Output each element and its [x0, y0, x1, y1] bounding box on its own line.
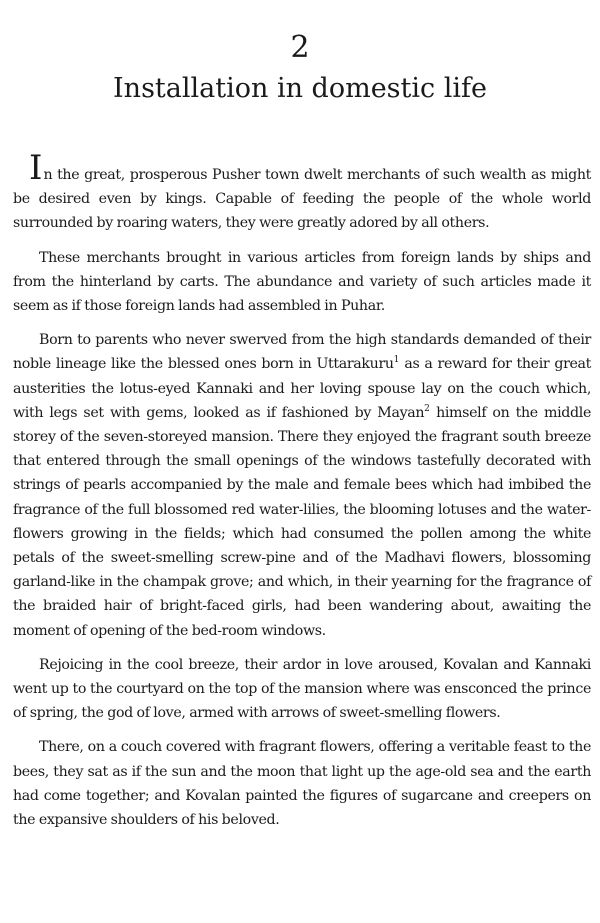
- paragraph-3-text-c: himself on the middle storey of the seven-storeyed mansion. There they enjoyed the fragrant south breeze that entered through the small openings of the windows tastefully decorated with strings of pearls accompanied by the male and female bees which had imbibed the fragrance of the full blossomed red water-lilies, the blooming lotuses and the water-flowers growing in the fields; which had consumed the pollen among the white petals of the sweet-smelling screw-pine and of the Madhavi flowers, blossoming garland-like in the champak grove; and which, in their yearning for the fragrance of the braided hair of bright-faced girls, had been wandering about, awaiting the moment of opening of the bed-room windows.: [13, 404, 591, 639]
- footnote-ref-2: 2: [424, 403, 430, 414]
- footnote-ref-1: 1: [393, 355, 400, 366]
- chapter-number: 2: [290, 30, 310, 65]
- paragraph-3: [13, 328, 591, 643]
- paragraph-5: There, on a couch covered with fragrant flowers, offering a veritable feast to the bees, they sat as if the sun and the moon that light up the age-old sea and the earth had come together; and Kovalan painted the figures of sugarcane and creepers on the expansive shoulders of his beloved.: [13, 739, 591, 829]
- paragraph-4: Rejoicing in the cool breeze, their ardor in love aroused, Kovalan and Kannaki went up to the courtyard on the top of the mansion where was ensconced the prince of spring, the god of love, armed with arrows of sweet-smelling flowers.: [13, 656, 591, 722]
- paragraph-1: [13, 148, 591, 236]
- chapter-body: [13, 148, 592, 842]
- paragraph-2: These merchants brought in various articles from foreign lands by ships and from the hinterland by carts. The abundance and variety of such articles made it seem as if those foreign lands had assembled in Puhar.: [13, 249, 591, 315]
- paragraph-3-text-a: Born to parents who never swerved from the high standards demanded of their noble lineage like the blessed ones born in Uttarakuru: [13, 332, 591, 373]
- drop-cap: I: [29, 148, 43, 188]
- chapter-title: Installation in domestic life: [113, 73, 487, 104]
- paragraph-3-text-b: as a reward for their great austerities the lotus-eyed Kannaki and her loving spouse lay on the couch which, with legs set with gems, looked as if fashioned by Mayan: [13, 356, 592, 421]
- paragraph-1-text: n the great, prosperous Pusher town dwelt merchants of such wealth as might be desired even by kings. Capable of feeding the people of the whole world surrounded by roaring waters, they were greatly adored by all others.: [13, 167, 591, 232]
